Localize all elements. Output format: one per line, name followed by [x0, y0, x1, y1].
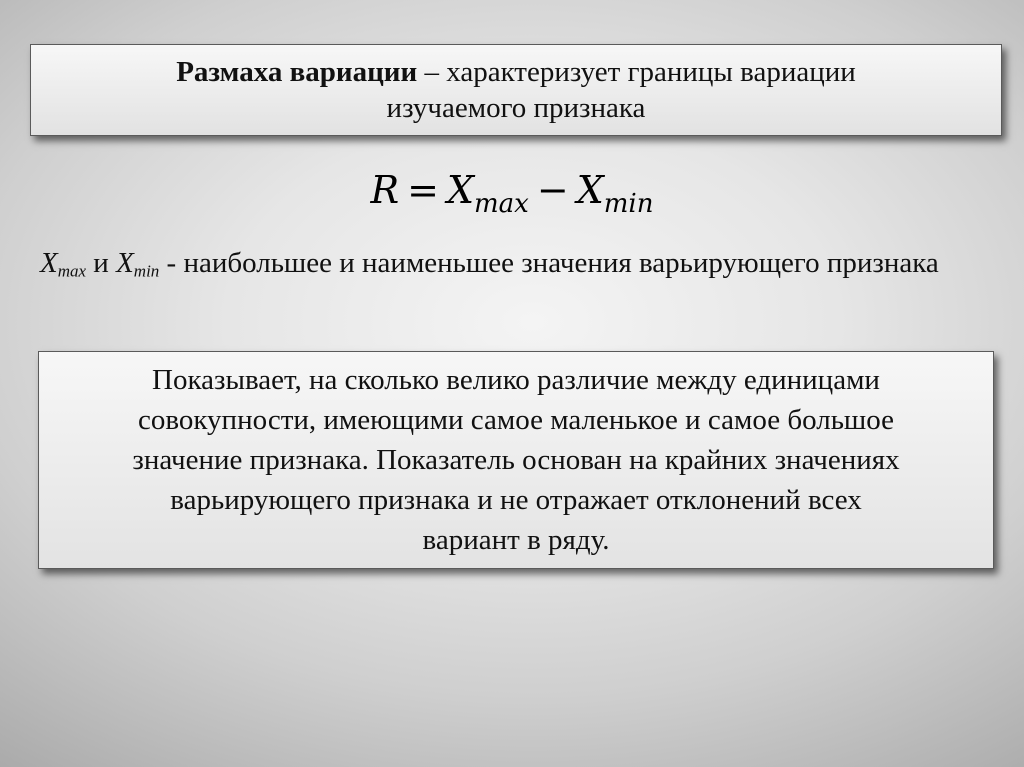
explanation-line: совокупности, имеющими самое маленькое и самое большое	[138, 404, 894, 436]
title-line-1	[176, 54, 856, 90]
formula-x-min-subscript: min	[603, 189, 654, 220]
definition-text: - наибольшее и наименьшее значения варьирующего признака	[159, 247, 939, 279]
formula-minus: −	[536, 168, 569, 212]
explanation-line: Показывает, на сколько велико различие между единицами	[152, 364, 880, 396]
formula-x-max-subscript: max	[474, 189, 529, 220]
formula-x-min: X	[576, 168, 604, 212]
explanation-text	[132, 360, 899, 560]
formula-x-max: X	[446, 168, 475, 212]
explanation-line: значение признака. Показатель основан на крайних значениях	[132, 444, 900, 476]
definition-x-max: X	[40, 247, 58, 279]
explanation-line: варьирующего признака и не отражает отклонений всех	[170, 484, 862, 516]
formula-lhs: R	[370, 168, 400, 212]
definition-x-min-subscript: min	[133, 261, 160, 281]
explanation-line: вариант в ряду.	[422, 524, 610, 556]
title-line-2: изучаемого признака	[386, 92, 646, 124]
definition-x-min: X	[116, 247, 134, 279]
title-term: Размаха вариации	[176, 56, 418, 88]
range-formula	[0, 168, 1024, 219]
definition-and: и	[86, 247, 117, 279]
title-description: – характеризует границы вариации	[417, 56, 856, 88]
definition-x-max-subscript: max	[57, 261, 87, 281]
formula-equals: =	[407, 168, 439, 212]
explanation-box	[38, 351, 994, 569]
variables-definition	[40, 244, 1000, 290]
definition-title-box	[30, 44, 1002, 136]
